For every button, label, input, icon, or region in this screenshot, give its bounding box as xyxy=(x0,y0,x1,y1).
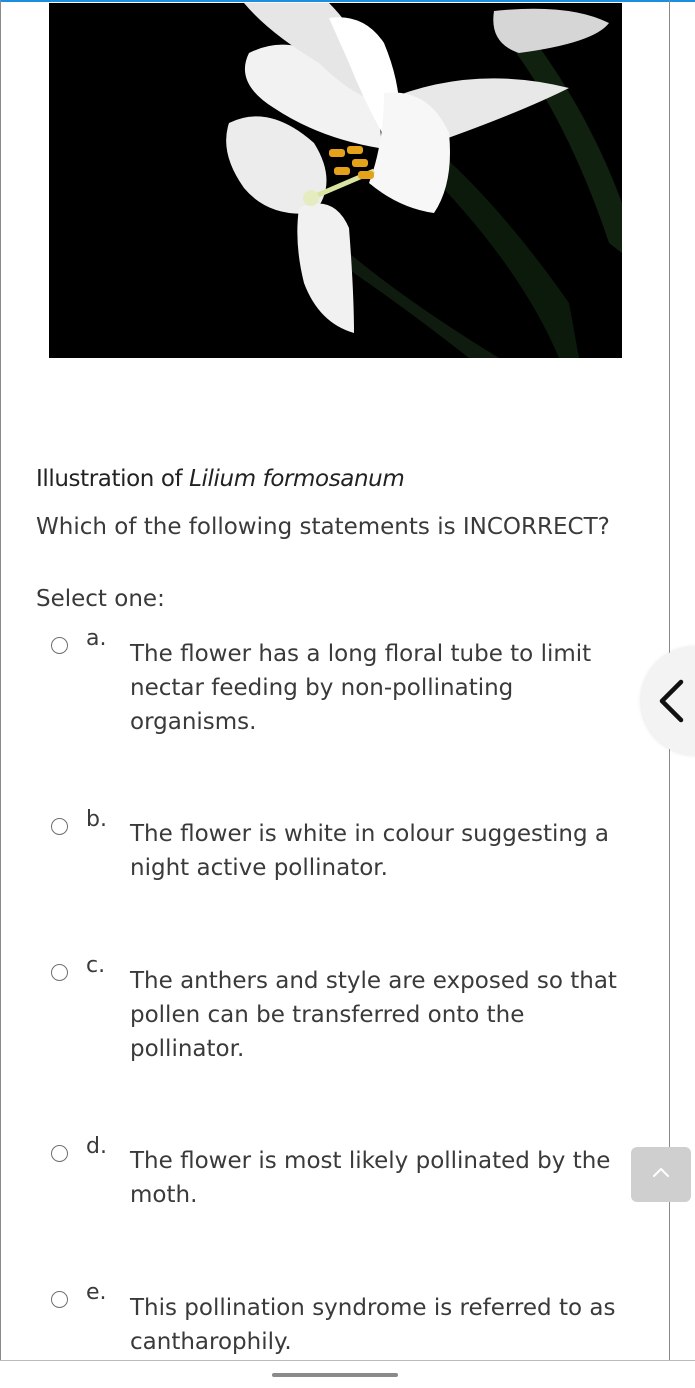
radio-button-d[interactable] xyxy=(51,1145,68,1162)
option-text-b[interactable]: The flower is white in colour suggesting a night active pollinator. xyxy=(130,821,610,881)
caption-species: Lilium formosanum xyxy=(189,466,405,492)
radio-button-c[interactable] xyxy=(51,964,68,981)
radio-button-a[interactable] xyxy=(51,637,68,654)
caption-prefix: Illustration of xyxy=(36,466,190,492)
home-indicator[interactable] xyxy=(272,1373,398,1377)
option-letter-d: d. xyxy=(86,1134,107,1159)
select-one-prompt: Select one: xyxy=(36,586,165,612)
lily-photo xyxy=(49,3,622,358)
content-border-left xyxy=(0,0,1,1361)
option-text-e[interactable]: This pollination syndrome is referred to as cantharophily. xyxy=(130,1295,616,1355)
option-text-c[interactable]: The anthers and style are exposed so that pollen can be transferred onto the pollinator. xyxy=(130,968,617,1062)
option-letter-c: c. xyxy=(86,953,106,978)
radio-button-b[interactable] xyxy=(51,818,68,835)
top-accent-bar xyxy=(0,0,695,2)
option-letter-a: a. xyxy=(86,626,107,651)
option-text-a[interactable]: The flower has a long floral tube to limit nectar feeding by non-pollinating organisms. xyxy=(130,641,592,735)
chevron-left-icon xyxy=(657,679,685,723)
option-letter-e: e. xyxy=(86,1280,107,1305)
page-bottom-border xyxy=(0,1360,695,1361)
radio-button-e[interactable] xyxy=(51,1291,68,1308)
back-to-top-button[interactable] xyxy=(631,1147,691,1202)
image-caption xyxy=(36,466,404,492)
chevron-up-icon xyxy=(652,1166,670,1178)
option-text-d[interactable]: The flower is most likely pollinated by the moth. xyxy=(130,1148,611,1208)
option-letter-b: b. xyxy=(86,807,107,832)
drawer-toggle-button[interactable] xyxy=(641,646,695,756)
question-text: Which of the following statements is INCORRECT? xyxy=(36,514,610,540)
